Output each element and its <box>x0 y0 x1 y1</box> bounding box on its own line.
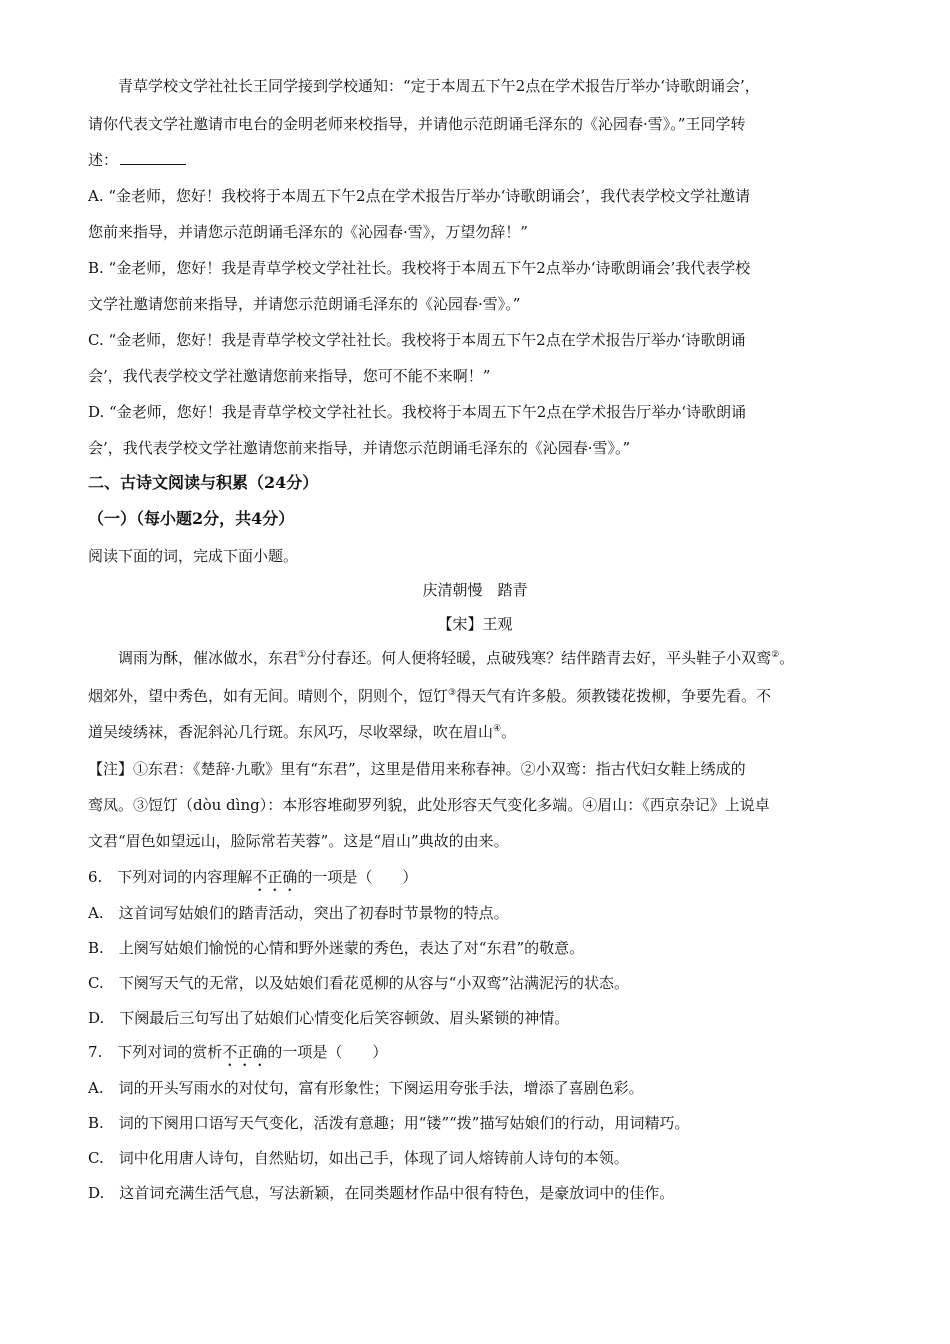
poem-text: 道吴绫绣袜，香泥斜沁几行斑。东风巧，尽收翠绿，吹在眉山 <box>88 723 494 741</box>
footnote-mark-3: ③ <box>448 688 457 698</box>
q5-stem-line-2: 请你代表文学社邀请市电台的金明老师来校指导，并请他示范朗诵毛泽东的《沁园春·雪》。”王同学转 <box>88 115 746 133</box>
q7-option-b: B. 词的下阕用口语写天气变化，活泼有意趣；用“镂”“拨”描写姑娘们的行动，用词精巧。 <box>88 1114 690 1132</box>
footnote-mark-4: ④ <box>493 724 502 734</box>
section-title: 二、古诗文阅读与积累（24分） <box>88 473 319 492</box>
q7-option-d: D. 这首词充满生活气息，写法新颖，在同类题材作品中很有特色，是豪放词中的佳作。 <box>88 1184 675 1202</box>
q5-option-a-line-2: 您前来指导，并请您示范朗诵毛泽东的《沁园春·雪》，万望勿辞！” <box>88 223 528 241</box>
q5-option-b-line-2: 文学社邀请您前来指导，并请您示范朗诵毛泽东的《沁园春·雪》。” <box>88 295 521 313</box>
q5-option-a-line-1: A. “金老师，您好！我校将于本周五下午2点在学术报告厅举办‘诗歌朗诵会’，我代表学校文学社邀请 <box>88 187 751 205</box>
q7-stem-pre: 7. 下列对词的赏析 <box>88 1043 223 1061</box>
footnote-mark-2: ② <box>771 650 780 660</box>
poem-line-3 <box>88 722 880 742</box>
poem-author: 【宋】王观 <box>437 615 513 633</box>
notes-line-2: 鸾凤。③饾饤（dòu dìng）：本形容堆砌罗列貌，此处形容天气变化多端。④眉山：《西京杂记》上说卓 <box>88 796 770 814</box>
q6-option-a: A. 这首词写姑娘们的踏青活动，突出了初春时节景物的特点。 <box>88 904 509 922</box>
q7-stem <box>88 1042 880 1070</box>
poem-text: 烟郊外，望中秀色，如有无间。晴则个，阴则个，饾饤 <box>88 687 449 705</box>
section-subtitle: （一）（每小题2分，共4分） <box>88 509 295 528</box>
q6-option-b: B. 上阕写姑娘们愉悦的心情和野外迷蒙的秀色，表达了对“东君”的敬意。 <box>88 939 585 957</box>
q6-stem <box>88 867 880 895</box>
q7-option-c: C. 词中化用唐人诗句，自然贴切，如出己手，体现了词人熔铸前人诗句的本领。 <box>88 1149 629 1167</box>
poem-line-2 <box>88 686 880 706</box>
q5-option-c-line-2: 会’，我代表学校文学社邀请您前来指导，您可不能不来啊！” <box>88 367 491 385</box>
q5-option-d-line-1: D. “金老师，您好！我是青草学校文学社社长。我校将于本周五下午2点在学术报告厅举办‘诗歌朗诵 <box>88 403 747 421</box>
poem-title: 庆清朝慢 踏青 <box>422 581 528 599</box>
q5-stem-line-1: 青草学校文学社社长王同学接到学校通知：“定于本周五下午2点在学术报告厅举办‘诗歌朗诵会’， <box>118 77 760 95</box>
q6-emphasis: 不正确 <box>252 868 298 886</box>
q7-stem-post: 的一项是（ ） <box>267 1043 388 1061</box>
q7-emphasis: 不正确 <box>222 1043 268 1061</box>
notes-line-3: 文君“眉色如望远山，脸际常若芙蓉”。这是“眉山”典故的由来。 <box>88 832 509 850</box>
q6-option-c: C. 下阕写天气的无常，以及姑娘们看花觅柳的从容与“小双鸾”沾满泥污的状态。 <box>88 974 630 992</box>
poem-line-1 <box>118 648 880 668</box>
q6-stem-pre: 6. 下列对词的内容理解 <box>88 868 253 886</box>
q5-option-b-line-1: B. “金老师，您好！我是青草学校文学社社长。我校将于本周五下午2点举办‘诗歌朗诵会’我代表学校 <box>88 259 751 277</box>
reading-instruction: 阅读下面的词，完成下面小题。 <box>88 547 299 565</box>
poem-text: 分付春还。何人便将轻暖，点破残寒？结伴踏青去好，平头鞋子小双鸾 <box>306 649 772 667</box>
q5-stem-label: 述： <box>88 151 119 169</box>
poem-text: 得天气有许多般。须教镂花拨柳，争要先看。不 <box>456 687 772 705</box>
q5-stem-line-3 <box>88 150 880 170</box>
q7-option-a: A. 词的开头写雨水的对仗句，富有形象性；下阕运用夸张手法，增添了喜剧色彩。 <box>88 1079 644 1097</box>
q5-option-d-line-2: 会’，我代表学校文学社邀请您前来指导，并请您示范朗诵毛泽东的《沁园春·雪》。” <box>88 439 631 457</box>
q6-option-d: D. 下阕最后三句写出了姑娘们心情变化后笑容顿敛、眉头紧锁的神情。 <box>88 1009 570 1027</box>
poem-text: 。 <box>779 649 795 667</box>
notes-line-1: 【注】①东君：《楚辞·九歌》里有“东君”，这里是借用来称春神。②小双鸾：指古代妇女鞋上绣成的 <box>88 760 746 778</box>
answer-blank <box>120 150 186 165</box>
poem-text: 。 <box>501 723 517 741</box>
q6-stem-post: 的一项是（ ） <box>297 868 418 886</box>
q5-option-c-line-1: C. “金老师，您好！我是青草学校文学社社长。我校将于本周五下午2点在学术报告厅举办‘诗歌朗诵 <box>88 331 746 349</box>
footnote-mark-1: ① <box>298 650 307 660</box>
poem-text: 调雨为酥，催冰做水，东君 <box>118 649 299 667</box>
